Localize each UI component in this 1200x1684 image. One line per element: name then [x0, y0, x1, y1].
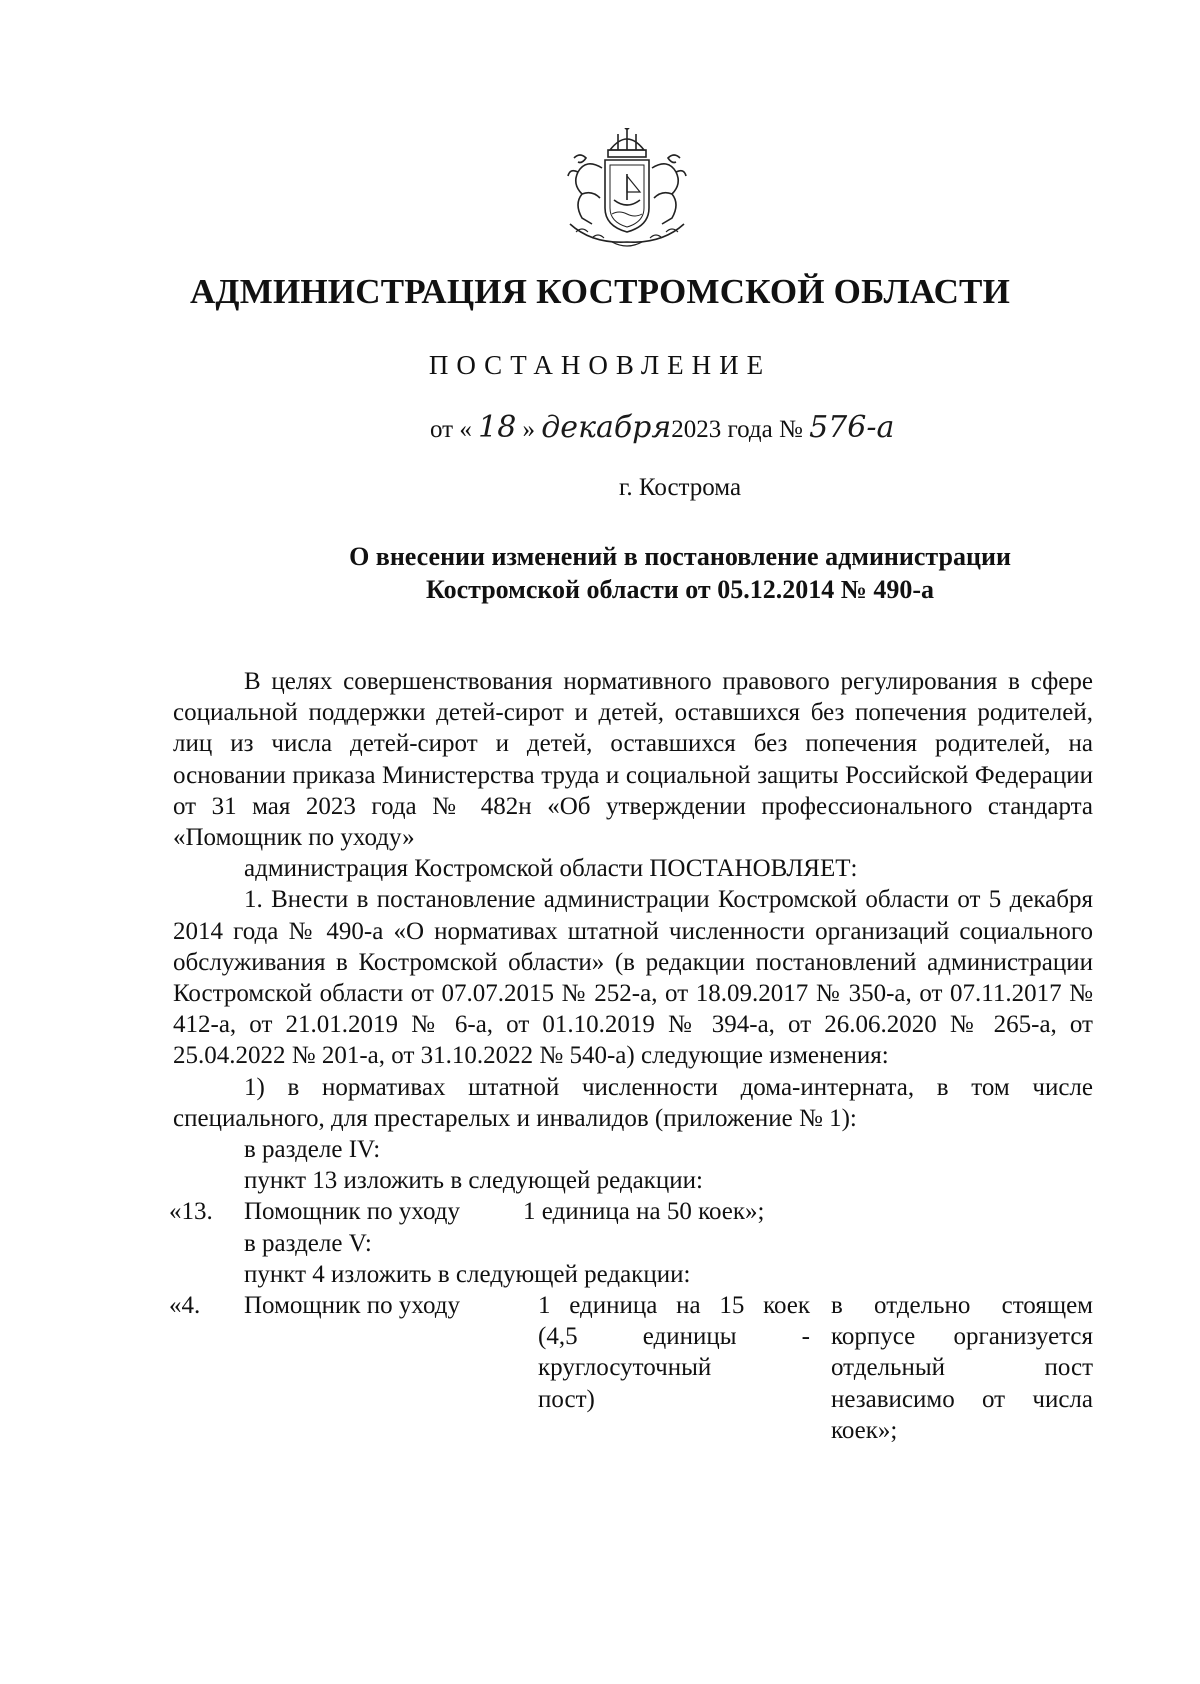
- point-13-number: «13.: [169, 1198, 213, 1226]
- document-subject: [80, 540, 1200, 606]
- note-line: в отдельно стоящем: [831, 1292, 1093, 1320]
- point-13-value: 1 единица на 50 коек»;: [523, 1198, 765, 1226]
- city: г. Кострома: [618, 474, 742, 501]
- point-4-label: Помощник по уходу: [244, 1292, 460, 1320]
- note-line: корпусе организуется: [831, 1323, 1093, 1351]
- subject-line-2: Костромской области от 05.12.2014 № 490-а: [426, 575, 934, 604]
- document-date-line: [430, 410, 894, 445]
- date-prefix: от «: [430, 416, 472, 443]
- document-type: ПОСТАНОВЛЕНИЕ: [428, 350, 772, 380]
- point-13-intro: пункт 13 изложить в следующей редакции:: [244, 1167, 703, 1195]
- norm-line: (4,5 единицы -: [538, 1323, 810, 1351]
- date-mid: »: [522, 416, 536, 443]
- date-day-handwritten: 18: [478, 410, 517, 445]
- date-year: 2023 года №: [671, 416, 803, 443]
- point-4-intro: пункт 4 изложить в следующей редакции:: [244, 1260, 691, 1288]
- note-line: коек»;: [831, 1416, 898, 1444]
- norm-line: 1 единица на 15 коек: [538, 1292, 810, 1320]
- point-4-row: [169, 1290, 1093, 1460]
- point-13-label: Помощник по уходу: [244, 1198, 460, 1226]
- point-4-number: «4.: [169, 1292, 201, 1320]
- coat-of-arms-icon: [552, 128, 702, 250]
- subject-line-1: О внесении изменений в постановление администрации: [349, 542, 1011, 571]
- resolves-line: администрация Костромской области ПОСТАНОВЛЯЕТ:: [244, 855, 858, 883]
- note-line: независимо от числа: [831, 1385, 1093, 1413]
- item-1-paragraph: 1. Внести в постановление администрации Костромской области от 5 декабря 2014 года № 490-а «О нормативах штатной численности организаций социального обслуживания в Костромской области» (в редакции постановлений администрации Костромской области от 07.07.2015 № 252-а, от 18.09.2017 № 350-а, от 07.11.2017 № 412-а, от 21.01.2019 № 6-а, от 01.10.2019 № 394-а, от 26.06.2020 № 265-а, от 25.04.2022 № 201-а, от 31.10.2022 № 540-а) следующие изменения:: [173, 886, 1093, 1070]
- subitem-1-paragraph: 1) в нормативах штатной численности дома-интерната, в том числе специального, для престарелых и инвалидов (приложение № 1):: [173, 1073, 1093, 1132]
- document-body: [169, 666, 1093, 1460]
- organization-title: АДМИНИСТРАЦИЯ КОСТРОМСКОЙ ОБЛАСТИ: [189, 272, 1011, 311]
- point-13-row: [169, 1196, 1093, 1227]
- date-month-handwritten: декабря: [541, 410, 672, 445]
- section-5-line: в разделе V:: [244, 1229, 372, 1257]
- point-4-norm: [538, 1290, 810, 1415]
- norm-line: пост): [538, 1385, 595, 1413]
- preamble-paragraph: В целях совершенствования нормативного правового регулирования в сфере социальной поддержки детей-сирот и детей, оставшихся без попечения родителей, лиц из числа детей-сирот и детей, оставшихся без попечения родителей, на основании приказа Министерства труда и социальной защиты Российской Федерации от 31 мая 2023 года № 482н «Об утверждении профессионального стандарта «Помощник по уходу»: [173, 668, 1093, 852]
- document-number-handwritten: 576-а: [809, 410, 895, 445]
- point-4-note: [831, 1290, 1093, 1446]
- section-4-line: в разделе IV:: [244, 1136, 381, 1164]
- norm-line: круглосуточный: [538, 1354, 712, 1382]
- note-line: отдельный пост: [831, 1354, 1093, 1382]
